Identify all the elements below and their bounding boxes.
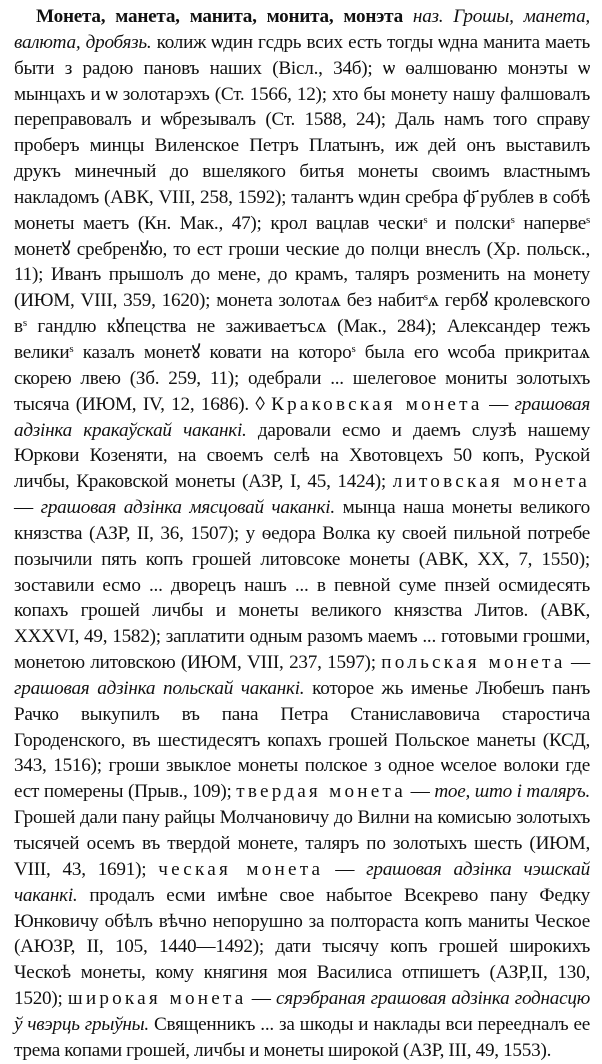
spaced-term: широкая монета — [67, 988, 247, 1010]
text-segment: и полски — [427, 212, 511, 234]
spaced-term: литовская монета — [392, 471, 590, 493]
text-segment: — — [14, 497, 41, 519]
italic-gloss: тое, што і таляръ. — [434, 781, 591, 803]
spaced-term: твердая монета — [236, 781, 406, 803]
text-segment: была его ѡсоба прикритаѧ скорею лвею (Зб. 259, 11); одебрали ... шелеговое мониты золотыхъ тысяча (ИЮМ, IV, 12, 1686). ◊ — [14, 341, 590, 415]
text-segment: Священникъ ... за шкоды и наклады вси переедналъ ее трема копами грошей, личбы и монеты широкой (АЗР, III, 49, 1553). — [14, 1013, 590, 1061]
superscript-mark: s — [351, 342, 356, 355]
text-segment: — — [323, 858, 367, 880]
text-segment: продалъ есми имѣне свое набытое Всекрево пану Федку Юнковичу обѣлъ вѣчно непорушно за полтораста копъ маниты Ческое (АЮЗР, II, 105, 1440—1492); дати тысячу копъ грошей широкихъ Ческоѣ монеты, кому княгиня моя Василиса отпишетъ (АЗР,II, 130, 1520); — [14, 884, 590, 1010]
text-segment: — — [405, 781, 435, 803]
text-segment: Грошей дали пану райцы Молчановичу до Вилни на комисыю золотыхъ тысячей осемъ въ твердой монете, таляръ по золотыхъ шесть (ИЮМ, VIII, 43, 1691); — [14, 807, 590, 880]
text-segment: ѧ гербꙋ кролевского в — [14, 290, 590, 338]
italic-gloss: сярэбраная грашовая адзінка годнасцю ў чвэрць грыўны. — [14, 988, 590, 1035]
spaced-term: ческая монета — [158, 858, 324, 880]
headword: Монета, манета, манита, монита, монэта — [36, 6, 403, 27]
italic-gloss: грашовая адзінка кракаўскай чаканкі. — [14, 393, 590, 441]
text-segment: гандлю кꙋпецства не заживаетъсѧ (Мак., 284); Александер тежъ велики — [14, 316, 590, 363]
superscript-mark: s — [423, 213, 428, 226]
dictionary-entry-moneta — [14, 4, 590, 1064]
text-segment: мынца наша монеты великого князства (АЗР, II, 36, 1507); у ѳедора Волка ку своей пильной потребе позычили пять копъ грошей литовсоке монеты (АВК, XX, 7, 1550); зоставили есмо ... дворецъ нашъ ... в певной суме пнзей осмидесять копахъ грошей личбы и монеты великого князства Литов. (АВК, XXXVI, 49, 1582); заплатити одным разомъ маемъ ... готовыми грошми, монетою литовскою (ИЮМ, VIII, 237, 1597); — [14, 497, 590, 674]
text-segment: — — [482, 393, 515, 415]
superscript-mark: s — [585, 213, 591, 226]
text-segment: даровали есмо и даемъ слузѣ нашему Юркови Козеняти, на своемъ селѣ на Хвотовцехъ 50 копъ, Руской личбы, Краковской монеты (АЗР, I, 45, 1424); — [14, 419, 590, 493]
superscript-mark: s — [423, 291, 428, 304]
spaced-term: польская монета — [381, 652, 566, 674]
superscript-mark: s — [510, 213, 515, 226]
italic-gloss: грашовая адзінка польскай чаканкі. — [14, 677, 305, 699]
italic-gloss: грашовая адзінка чэшскай чаканкі. — [14, 858, 590, 906]
text-segment: колиж ѡдин гсдрь всих есть тогды ѡдна манита маеть быти з радою пановъ наших (Вісл., 34б); ѡ ѳалшованю монэты ѡ мынцахъ и ѡ золотарэхъ (Ст. 1566, 12); хто бы монету нашу фалшовалъ переправовалъ и ѡбрезывалъ (Ст. 1588, 24); Даль намъ того справу проберъ минцы Виленское Петръ Платынъ, иж дей онъ выставилъ друкъ минечный до вшелякого битья монеты своимъ властнымъ накладомъ (АВК, VIII, 258, 1592); талантъ ѡдин сребра ф҃ рублев в собѣ монеты маетъ (Кн. Мак., 47); крол вацлав чески — [14, 31, 590, 234]
text-segment: казалъ монетꙋ ковати на которо — [73, 341, 352, 363]
italic-gloss: грашовая адзінка мясцовай чаканкі. — [40, 497, 335, 519]
superscript-mark: s — [22, 317, 27, 330]
text-segment: — — [565, 652, 590, 674]
italic-gloss: наз. Грошы, манета, валюта, дробязь. — [14, 6, 590, 53]
text-segment: наперве — [514, 212, 586, 234]
text-segment: монетꙋ сребренꙋю, то ест гроши ческие до полци внеслъ (Хр. польск., 11); Иванъ прышолъ до мене, до крамъ, таляръ розменить на монету (ИЮМ, VIII, 359, 1620); монета золотаѧ без набит — [14, 238, 590, 312]
superscript-mark: s — [69, 342, 74, 355]
text-segment: — — [246, 988, 277, 1010]
spaced-term: Краковская монета — [271, 393, 483, 415]
text-segment: которое жь именье Любешъ панъ Рачко выкупилъ въ пана Петра Станиславовича старостича Городенского, въ шестидесятъ копахъ грошей Польское манеты (КСД, 343, 1516); гроши звыклое монеты полское з одное ѡселое волоки где ест померены (Прыв., 109); — [14, 677, 590, 803]
